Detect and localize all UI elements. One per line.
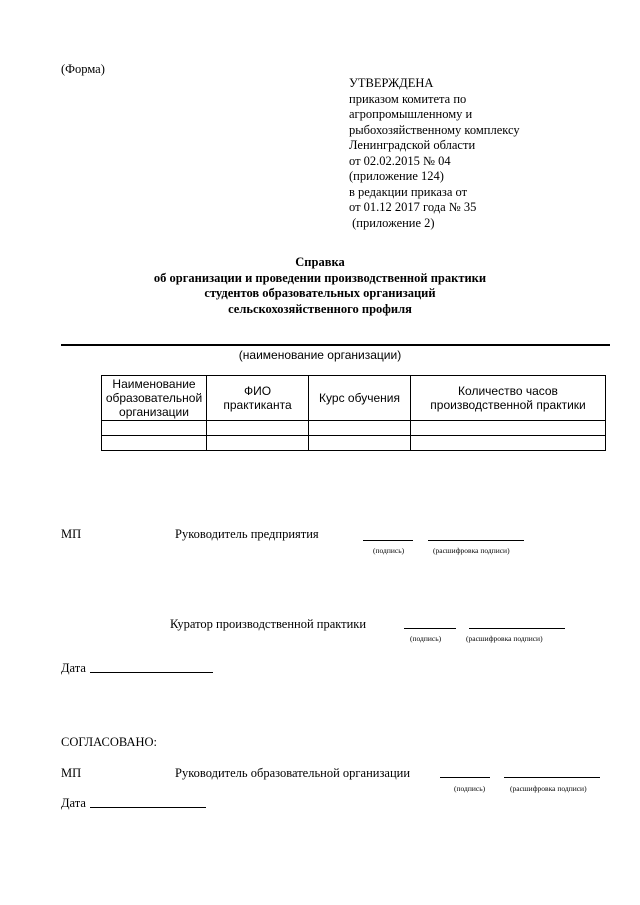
header-course: Курс обучения — [309, 376, 411, 421]
title-line: Справка — [295, 255, 345, 269]
organization-name-caption: (наименование организации) — [238, 348, 402, 362]
decryption-caption: (расшифровка подписи) — [466, 634, 543, 643]
agreed-label: СОГЛАСОВАНО: — [61, 735, 158, 749]
approval-line: (приложение 2) — [349, 215, 435, 230]
curator-label: Куратор производственной практики — [170, 617, 367, 631]
table-cell[interactable] — [309, 436, 411, 451]
seal-place-label: МП — [61, 766, 82, 780]
table-row — [102, 421, 606, 436]
date-label: Дата — [61, 661, 86, 675]
header-education-org: Наименование образовательной организации — [102, 376, 207, 421]
date-line[interactable] — [90, 807, 206, 808]
title-line: студентов образовательных организаций — [204, 286, 436, 300]
table-cell[interactable] — [207, 436, 309, 451]
approval-line: (приложение 124) — [349, 169, 444, 183]
date-line[interactable] — [90, 672, 213, 673]
signature-caption: (подпись) — [410, 634, 442, 643]
header-hours: Количество часов производственной практики — [411, 376, 606, 421]
title-line: сельскохозяйственного профиля — [228, 301, 412, 316]
approval-block — [349, 76, 520, 231]
date-label: Дата — [61, 796, 86, 810]
approval-line: рыбохозяйственному комплексу — [349, 122, 520, 137]
practice-table — [101, 375, 606, 451]
decryption-caption: (расшифровка подписи) — [433, 546, 510, 555]
approval-line: в редакции приказа от — [349, 184, 468, 199]
table-header-row — [102, 376, 606, 421]
table-cell[interactable] — [411, 421, 606, 436]
approval-line: УТВЕРЖДЕНА — [349, 76, 434, 90]
table-cell[interactable] — [102, 436, 207, 451]
approval-line: от 02.02.2015 № 04 — [349, 153, 451, 168]
table-cell[interactable] — [309, 421, 411, 436]
seal-place-label: МП — [61, 527, 82, 541]
document-title — [0, 255, 640, 317]
signature-line[interactable] — [440, 777, 490, 778]
approval-line: агропромышленному и — [349, 107, 473, 121]
decryption-caption: (расшифровка подписи) — [510, 784, 587, 793]
head-of-edu-org-label: Руководитель образовательной организации — [175, 766, 411, 780]
title-line: об организации и проведении производственной практики — [153, 270, 487, 285]
table-cell[interactable] — [102, 421, 207, 436]
signature-line[interactable] — [363, 540, 413, 541]
signature-caption: (подпись) — [373, 546, 405, 555]
signature-caption: (подпись) — [454, 784, 486, 793]
header-trainee-name: ФИО практиканта — [207, 376, 309, 421]
signature-line[interactable] — [404, 628, 456, 629]
table-row — [102, 436, 606, 451]
table-cell[interactable] — [411, 436, 606, 451]
decryption-line[interactable] — [469, 628, 565, 629]
approval-line: приказом комитета по — [349, 91, 467, 106]
head-of-enterprise-label: Руководитель предприятия — [175, 527, 319, 541]
approval-line: Ленинградской области — [349, 138, 476, 152]
table-cell[interactable] — [207, 421, 309, 436]
form-label: (Форма) — [61, 62, 105, 76]
decryption-line[interactable] — [504, 777, 600, 778]
decryption-line[interactable] — [428, 540, 524, 541]
organization-name-line[interactable] — [61, 344, 610, 346]
approval-line: от 01.12 2017 года № 35 — [349, 200, 477, 214]
